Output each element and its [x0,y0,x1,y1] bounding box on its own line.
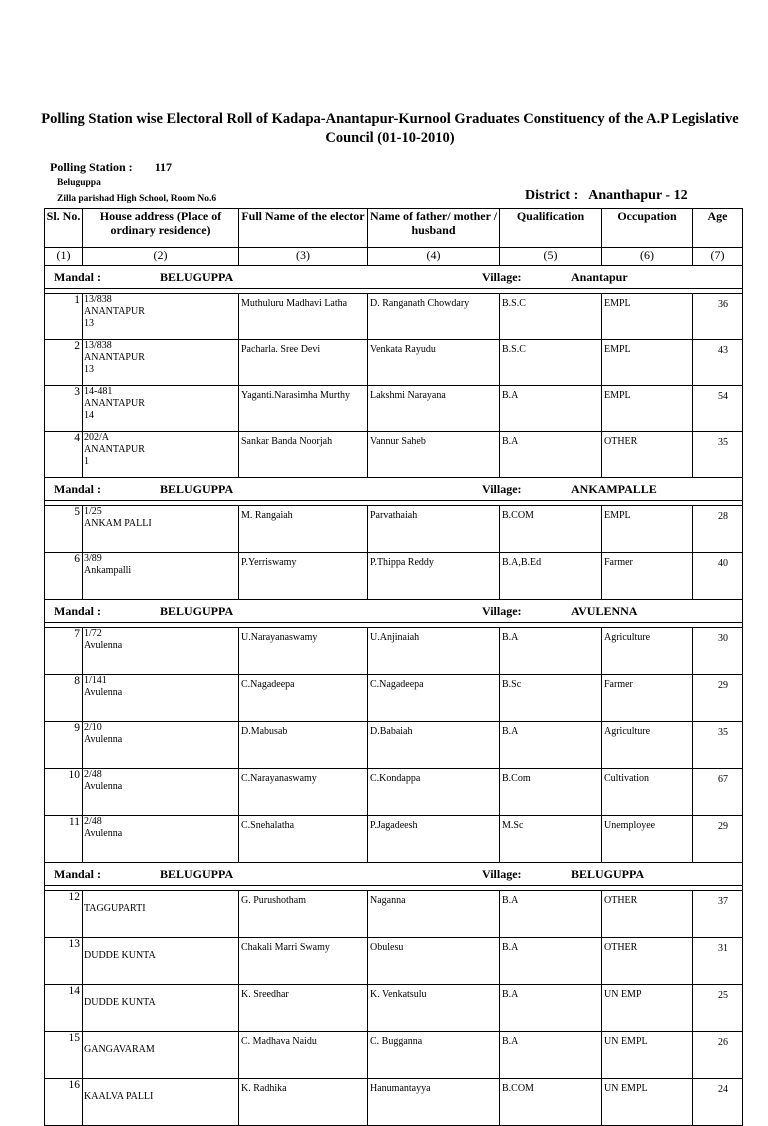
address-line: 1 [84,456,89,467]
relative-name: U.Anjinaiah [368,628,500,675]
mandal-village-cell [45,478,743,501]
occupation: EMPL [602,340,693,386]
address-line [84,1032,238,1044]
qualification: B.A [500,432,602,478]
occupation: Cultivation [602,769,693,816]
relative-name: C.Nagadeepa [368,675,500,722]
occupation: UN EMP [602,985,693,1032]
header-house-address: House address (Place of ordinary residence) [83,209,239,248]
village-value: Anantapur [571,270,628,284]
age: 43 [693,340,743,386]
house-address [83,769,239,816]
serial-number: 3 [45,386,83,432]
relative-name: D.Babaiah [368,722,500,769]
col-number: (3) [239,248,368,266]
address-line: 202/A [84,432,109,443]
address-line: 2/48 [84,769,102,780]
serial-number: 15 [45,1032,83,1079]
elector-name: C.Narayanaswamy [239,769,368,816]
col-number: (2) [83,248,239,266]
qualification: B.Com [500,769,602,816]
age: 29 [693,675,743,722]
age: 40 [693,553,743,600]
occupation: OTHER [602,891,693,938]
table-row [45,1079,743,1126]
serial-number: 16 [45,1079,83,1126]
district-value: Ananthapur - 12 [588,188,688,203]
address-line: KAALVA PALLI [84,1091,154,1102]
house-address [83,340,239,386]
table-row [45,769,743,816]
table-row [45,340,743,386]
polling-station-line [50,160,172,175]
address-line: Avulenna [84,734,123,745]
village-label: Village: [482,604,522,618]
qualification: B.Sc [500,675,602,722]
age: 54 [693,386,743,432]
relative-name: Obulesu [368,938,500,985]
serial-number: 1 [45,294,83,340]
table-row [45,722,743,769]
address-line: ANANTAPUR [84,444,145,455]
relative-name: C. Bugganna [368,1032,500,1079]
occupation: Unemployee [602,816,693,863]
address-line: TAGGUPARTI [84,903,146,914]
col-number: (7) [693,248,743,266]
occupation: OTHER [602,938,693,985]
occupation: UN EMPL [602,1032,693,1079]
house-address [83,722,239,769]
occupation: EMPL [602,506,693,553]
elector-name: C. Madhava Naidu [239,1032,368,1079]
address-line: Avulenna [84,781,123,792]
elector-name: M. Rangaiah [239,506,368,553]
qualification: B.A [500,985,602,1032]
serial-number: 11 [45,816,83,863]
house-address [83,294,239,340]
serial-number: 5 [45,506,83,553]
qualification: M.Sc [500,816,602,863]
table-row [45,506,743,553]
house-address [83,506,239,553]
mandal-label: Mandal : [54,482,102,496]
address-line: DUDDE KUNTA [84,997,156,1008]
address-line: 13 [84,318,94,329]
serial-number: 13 [45,938,83,985]
mandal-value: BELUGUPPA [160,867,234,881]
house-address [83,816,239,863]
header-sl-no: Sl. No. [45,209,83,248]
village-value: AVULENNA [571,604,638,618]
occupation: Farmer [602,553,693,600]
qualification: B.A [500,891,602,938]
age: 28 [693,506,743,553]
table-row [45,553,743,600]
table-row [45,675,743,722]
age: 31 [693,938,743,985]
address-line: ANANTAPUR [84,352,145,363]
mandal-label: Mandal : [54,867,102,881]
age: 30 [693,628,743,675]
serial-number: 12 [45,891,83,938]
mandal-value: BELUGUPPA [160,270,234,284]
elector-name: K. Radhika [239,1079,368,1126]
house-address [83,675,239,722]
table-row [45,386,743,432]
serial-number: 14 [45,985,83,1032]
relative-name: Hanumantayya [368,1079,500,1126]
district-line [525,188,688,204]
relative-name: Parvathaiah [368,506,500,553]
elector-name: Chakali Marri Swamy [239,938,368,985]
address-line [84,985,238,997]
qualification: B.A,B.Ed [500,553,602,600]
address-line: ANANTAPUR [84,398,145,409]
mandal-village-cell [45,863,743,886]
house-address [83,1079,239,1126]
roll-body [45,266,743,1126]
address-line: 14 [84,410,94,421]
address-line: 1/25 [84,506,102,517]
age: 26 [693,1032,743,1079]
relative-name: C.Kondappa [368,769,500,816]
elector-name: Sankar Banda Noorjah [239,432,368,478]
header-row [45,209,743,248]
relative-name: Lakshmi Narayana [368,386,500,432]
house-address [83,1032,239,1079]
qualification: B.COM [500,1079,602,1126]
occupation: Agriculture [602,722,693,769]
district-label: District : [525,188,579,203]
serial-number: 10 [45,769,83,816]
mandal-village-row [45,478,743,501]
address-line: 13 [84,364,94,375]
qualification: B.A [500,386,602,432]
mandal-label: Mandal : [54,604,102,618]
relative-name: D. Ranganath Chowdary [368,294,500,340]
age: 67 [693,769,743,816]
relative-name: P.Thippa Reddy [368,553,500,600]
elector-name: K. Sreedhar [239,985,368,1032]
relative-name: Naganna [368,891,500,938]
relative-name: Vannur Saheb [368,432,500,478]
age: 36 [693,294,743,340]
age: 35 [693,432,743,478]
address-line: 13/838 [84,340,112,351]
occupation: OTHER [602,432,693,478]
address-line: DUDDE KUNTA [84,950,156,961]
header-qualification: Qualification [500,209,602,248]
occupation: UN EMPL [602,1079,693,1126]
elector-name: G. Purushotham [239,891,368,938]
address-line: 1/72 [84,628,102,639]
address-line: 1/141 [84,675,107,686]
address-line: 2/10 [84,722,102,733]
village-value: ANKAMPALLE [571,482,657,496]
polling-station-label: Polling Station : [50,160,133,174]
address-line [84,938,238,950]
mandal-village-row [45,863,743,886]
table-row [45,985,743,1032]
address-line: ANKAM PALLI [84,518,152,529]
serial-number: 6 [45,553,83,600]
table-row [45,816,743,863]
address-line [84,1079,238,1091]
occupation: EMPL [602,386,693,432]
mandal-village-cell [45,600,743,623]
mandal-village-cell [45,266,743,289]
electoral-roll-table [44,208,743,1126]
occupation: EMPL [602,294,693,340]
address-line: 13/838 [84,294,112,305]
elector-name: Muthuluru Madhavi Latha [239,294,368,340]
document-title: Polling Station wise Electoral Roll of Kadapa-Anantapur-Kurnool Graduates Constituency of the A.P Legislative Council (01-10-2010) [41,111,739,146]
elector-name: C.Nagadeepa [239,675,368,722]
village-label: Village: [482,867,522,881]
address-line: Avulenna [84,640,123,651]
relative-name: P.Jagadeesh [368,816,500,863]
serial-number: 7 [45,628,83,675]
elector-name: U.Narayanaswamy [239,628,368,675]
address-line: 3/89 [84,553,102,564]
col-number: (6) [602,248,693,266]
header-relative-name: Name of father/ mother / husband [368,209,500,248]
age: 37 [693,891,743,938]
col-number: (4) [368,248,500,266]
serial-number: 8 [45,675,83,722]
house-address [83,628,239,675]
elector-name: P.Yerriswamy [239,553,368,600]
qualification: B.S.C [500,294,602,340]
table-row [45,432,743,478]
table-row [45,891,743,938]
elector-name: Pacharla. Sree Devi [239,340,368,386]
address-line: ANANTAPUR [84,306,145,317]
table-row [45,628,743,675]
mandal-village-row [45,600,743,623]
address-line: GANGAVARAM [84,1044,155,1055]
age: 29 [693,816,743,863]
house-address [83,985,239,1032]
address-line: Avulenna [84,687,123,698]
mandal-value: BELUGUPPA [160,482,234,496]
age: 25 [693,985,743,1032]
house-address [83,432,239,478]
age: 24 [693,1079,743,1126]
mandal-village-row [45,266,743,289]
address-line: 14-481 [84,386,113,397]
serial-number: 4 [45,432,83,478]
house-address [83,386,239,432]
header-age: Age [693,209,743,248]
mandal-label: Mandal : [54,270,102,284]
elector-name: Yaganti.Narasimha Murthy [239,386,368,432]
polling-station-address: Zilla parishad High School, Room No.6 [57,194,217,204]
col-number: (1) [45,248,83,266]
address-line: Ankampalli [84,565,132,576]
polling-station-number: 117 [154,160,173,174]
polling-station-name: Beluguppa [57,178,101,188]
house-address [83,938,239,985]
header-elector-name: Full Name of the elector [239,209,368,248]
col-number: (5) [500,248,602,266]
elector-name: D.Mabusab [239,722,368,769]
village-label: Village: [482,482,522,496]
relative-name: K. Venkatsulu [368,985,500,1032]
qualification: B.A [500,938,602,985]
serial-number: 2 [45,340,83,386]
address-line: Avulenna [84,828,123,839]
age: 35 [693,722,743,769]
village-value: BELUGUPPA [571,867,645,881]
qualification: B.S.C [500,340,602,386]
relative-name: Venkata Rayudu [368,340,500,386]
column-number-row [45,248,743,266]
qualification: B.A [500,722,602,769]
elector-name: C.Snehalatha [239,816,368,863]
table-row [45,294,743,340]
qualification: B.A [500,1032,602,1079]
address-line: 2/48 [84,816,102,827]
mandal-value: BELUGUPPA [160,604,234,618]
header-occupation: Occupation [602,209,693,248]
village-label: Village: [482,270,522,284]
occupation: Agriculture [602,628,693,675]
table-row [45,938,743,985]
occupation: Farmer [602,675,693,722]
house-address [83,553,239,600]
qualification: B.COM [500,506,602,553]
table-row [45,1032,743,1079]
serial-number: 9 [45,722,83,769]
qualification: B.A [500,628,602,675]
address-line [84,891,238,903]
house-address [83,891,239,938]
